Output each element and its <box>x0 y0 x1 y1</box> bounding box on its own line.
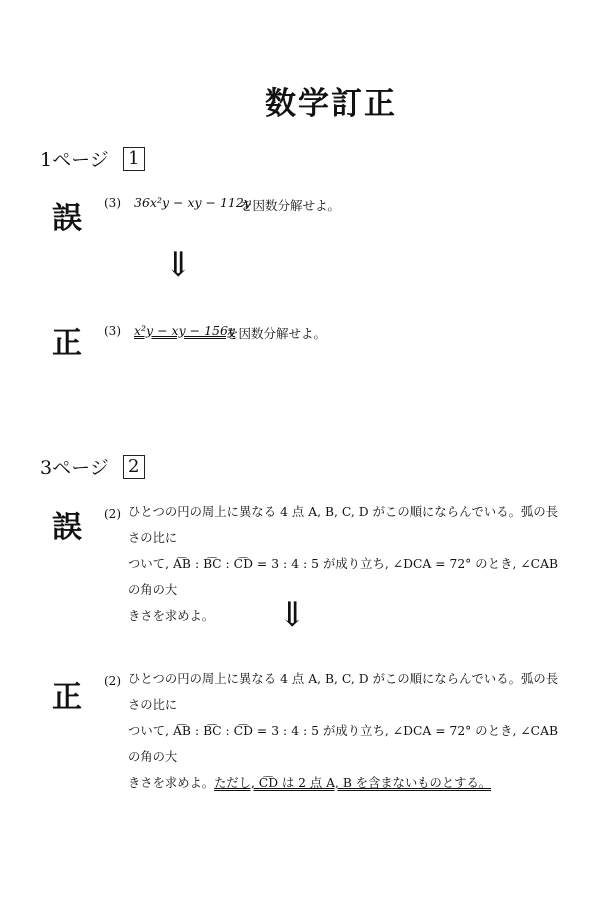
section-heading-1 <box>40 145 145 172</box>
problem-line: ひとつの円の周上に異なる 4 点 A, B, C, D がこの順にならんでいる。弧の長さの比に <box>128 672 558 712</box>
problem-line-text: きさを求めよ。 <box>128 776 215 790</box>
corrected-expression: x²y − xy − 156y <box>134 323 235 338</box>
problem-line: ついて, A͡B : B͡C : C͡D = 3 : 4 : 5 が成り立ち, ∠DCA = 72° のとき, ∠CAB の角の大 <box>128 557 558 597</box>
instruction-text: を因数分解せよ。 <box>226 326 327 341</box>
wrong-mark: 誤 <box>52 201 82 236</box>
down-arrow-icon: ⇓ <box>164 245 193 285</box>
question-number: (2) <box>104 507 121 521</box>
wrong-expression: 36x²y − xy − 112y <box>134 195 251 210</box>
problem-line: きさを求めよ。 <box>128 609 215 623</box>
page-label: 3ページ <box>40 457 109 479</box>
wrong-problem-text <box>128 499 558 629</box>
problem-line: ひとつの円の周上に異なる 4 点 A, B, C, D がこの順にならんでいる。弧の長さの比に <box>128 505 558 545</box>
problem-line: ついて, A͡B : B͡C : C͡D = 3 : 4 : 5 が成り立ち, ∠DCA = 72° のとき, ∠CAB の角の大 <box>128 724 558 764</box>
correct-mark: 正 <box>52 326 82 361</box>
question-number: (2) <box>104 674 121 688</box>
page-title: 数学訂正 <box>265 86 397 122</box>
added-condition: ただし, C͡D は 2 点 A, B を含まないものとする。 <box>214 776 492 790</box>
instruction-text: を因数分解せよ。 <box>240 198 341 213</box>
section-heading-2 <box>40 453 145 480</box>
question-number: (3) <box>104 196 121 210</box>
question-box-number: 2 <box>123 455 145 479</box>
down-arrow-icon: ⇓ <box>278 595 307 635</box>
page-label: 1ページ <box>40 149 109 171</box>
question-box-number: 1 <box>123 147 145 171</box>
correct-mark: 正 <box>52 680 82 715</box>
wrong-mark: 誤 <box>52 510 82 545</box>
problem-line-last <box>128 770 558 796</box>
question-number: (3) <box>104 324 121 338</box>
correct-problem-text <box>128 666 558 796</box>
